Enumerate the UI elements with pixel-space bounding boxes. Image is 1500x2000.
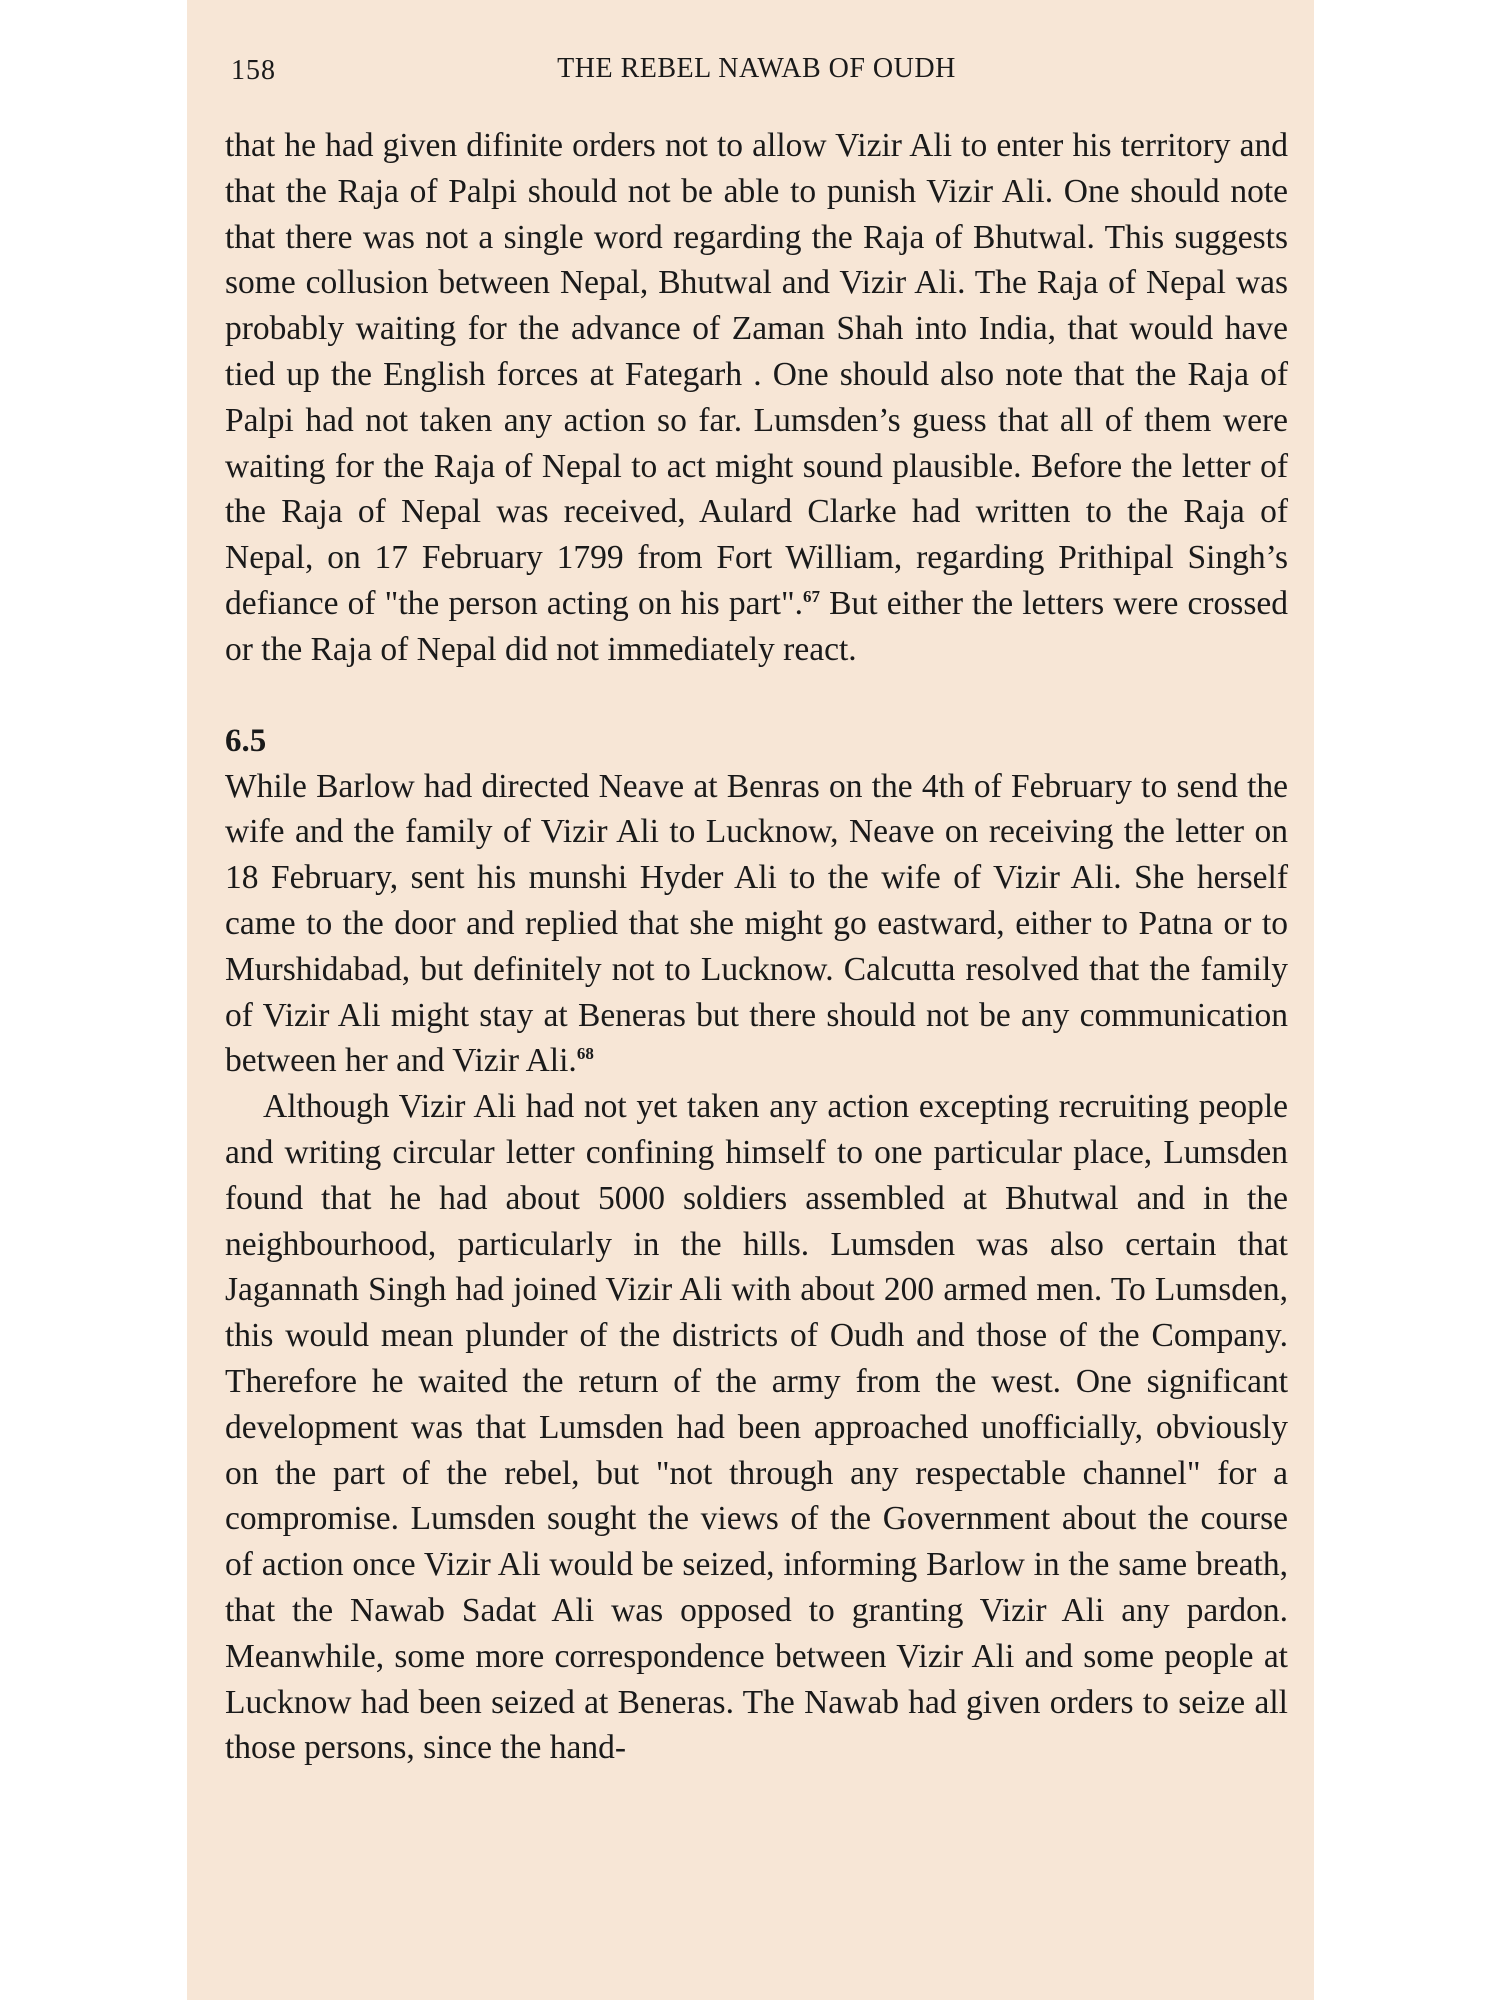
page-number: 158 (231, 55, 276, 86)
footnote-ref-67: 67 (803, 586, 820, 606)
paragraph-indented (225, 1084, 1288, 1771)
paragraph-text: that he had given difinite orders not to allow Vizir Ali to enter his territory and that the Raja of Palpi should not be able to punish Vizir Ali. One should note that there was not a single word regarding the Raja of Bhutwal. This suggests some collusion between Nepal, Bhutwal and Vizir Ali. The Raja of Nepal was probably waiting for the advance of Zaman Shah into India, that would have tied up the English forces at Fategarh . One should also note that the Raja of Palpi had not taken any action so far. Lumsden’s guess that all of them were waiting for the Raja of Nepal to act might sound plausible. Before the letter of the Raja of Nepal was received, Aulard Clarke had written to the Raja of Nepal, on 17 February 1799 from Fort William, regarding Prithipal Singh’s defiance of "the person acting on his part". (225, 127, 1288, 622)
running-title: THE REBEL NAWAB OF OUDH (557, 53, 956, 84)
page-header (225, 45, 1288, 105)
paragraph-continuation (225, 123, 1288, 673)
page-content (225, 123, 1288, 1771)
book-page (187, 0, 1314, 2000)
paragraph-text: While Barlow had directed Neave at Benras on the 4th of February to send the wife and the family of Vizir Ali to Lucknow, Neave on receiving the letter on 18 February, sent his munshi Hyder Ali to the wife of Vizir Ali. She herself came to the door and replied that she might go eastward, either to Patna or to Murshidabad, but definitely not to Lucknow. Calcutta resolved that the family of Vizir Ali might stay at Beneras but there should not be any communication between her and Vizir Ali. (225, 767, 1288, 1080)
paragraph-text: Although Vizir Ali had not yet taken any action excepting recruiting people and writing circular letter confining himself to one particular place, Lumsden found that he had about 5000 soldiers assembled at Bhutwal and in the neighbourhood, particularly in the hills. Lumsden was also certain that Jagannath Singh had joined Vizir Ali with about 200 armed men. To Lumsden, this would mean plunder of the districts of Oudh and those of the Company. Therefore he waited the return of the army from the west. One significant development was that Lumsden had been approached unofficially, obviously on the part of the rebel, but "not through any respectable channel" for a compromise. Lumsden sought the views of the Government about the course of action once Vizir Ali would be seized, informing Barlow in the same breath, that the Nawab Sadat Ali was opposed to granting Vizir Ali any pardon. Meanwhile, some more correspondence between Vizir Ali and some people at Lucknow had been seized at Beneras. The Nawab had given orders to seize all those persons, since the hand- (225, 1088, 1288, 1767)
paragraph-section-start (225, 764, 1288, 1085)
paragraph-text-tail: But either the letters were crossed or the Raja of Nepal did not immediately react. (225, 584, 1288, 668)
footnote-ref-68: 68 (576, 1044, 594, 1064)
section-heading: 6.5 (225, 722, 267, 759)
